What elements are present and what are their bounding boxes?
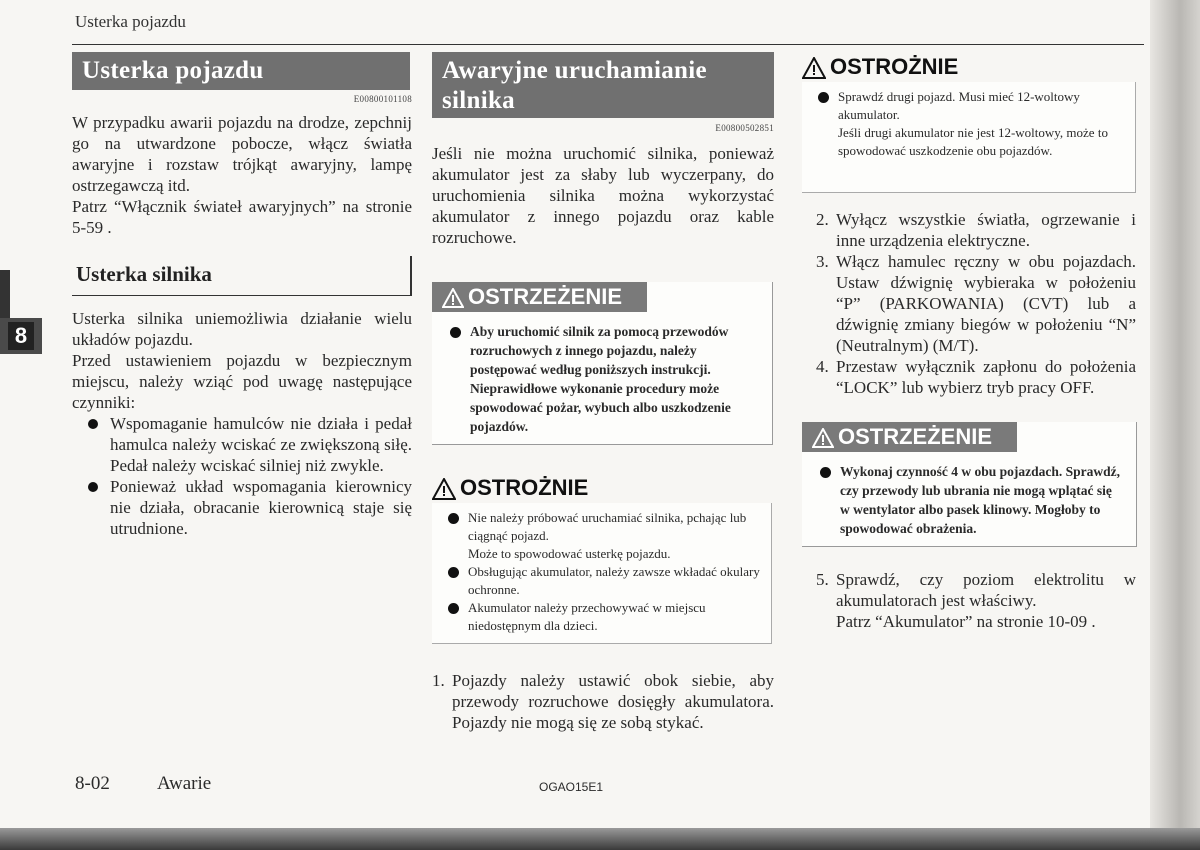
- step-item: 5. Sprawdź, czy poziom elektrolitu w akumulatorach jest właściwy.: [816, 570, 1136, 610]
- caution-body: [432, 503, 772, 644]
- page-binding-shadow: [1150, 0, 1200, 850]
- engine-failure-text: [72, 308, 412, 539]
- steps-list: [816, 569, 1136, 632]
- page-number: 8-02: [75, 773, 110, 794]
- warning-item: Wykonaj czynność 4 w obu pojazdach. Sprawdź, czy przewody lub ubrania nie mogą wplątać się w wentylator albo pasek klinowy. Mogłoby to spowodować obrażenia.: [818, 462, 1122, 538]
- warning-triangle-icon: [802, 57, 826, 79]
- vehicle-failure-text: [72, 112, 412, 238]
- warning-box: [432, 282, 773, 445]
- section-header-jump-start: Awaryjne uruchamianie silnika: [432, 52, 774, 118]
- caution-item: Nie należy próbować uruchamiać silnika, pchając lub ciągnąć pojazd. Może to spowodować usterkę pojazdu.: [446, 509, 761, 563]
- list-item: Wspomaganie hamulców nie działa i pedał hamulca należy wciskać ze zwiększoną siłę. Pedał należy wciskać silniej niż zwykle.: [86, 413, 412, 476]
- bullet-icon: [820, 467, 831, 478]
- steps-list: [432, 670, 774, 733]
- warning-triangle-icon: [432, 478, 456, 500]
- bullet-icon: [88, 482, 98, 492]
- caution-box: [432, 473, 772, 644]
- caution-box: [802, 52, 1136, 193]
- warning-body: [802, 452, 1136, 546]
- warning-body: [432, 312, 772, 444]
- warning-box: [802, 422, 1137, 547]
- section-code: E00800502851: [715, 123, 774, 133]
- chapter-tab: [0, 318, 42, 354]
- bullet-icon: [818, 92, 829, 103]
- column-3: [802, 52, 1136, 632]
- caution-item: Akumulator należy przechowywać w miejscu niedostępnym dla dzieci.: [446, 599, 761, 635]
- steps-list: [816, 209, 1136, 398]
- caution-item: Sprawdź drugi pojazd. Musi mieć 12-woltowy akumulator. Jeśli drugi akumulator nie jest 12-woltowy, może to spowodować uszkodzenie obu pojazdów.: [816, 88, 1125, 160]
- paragraph: W przypadku awarii pojazdu na drodze, zepchnij go na utwardzone pobocze, włącz światła awaryjne i rozstaw trójkąt awaryjny, lampę ostrzegawczą itd.: [72, 113, 412, 195]
- caution-item: Obsługując akumulator, należy zawsze wkładać okulary ochronne.: [446, 563, 761, 599]
- paragraph-reference: Patrz “Włącznik świateł awaryjnych” na stronie 5-59 .: [72, 197, 412, 237]
- step-item: 1. Pojazdy należy ustawić obok siebie, aby przewody rozruchowe dosięgły akumulatora. Pojazdy nie mogą się ze sobą stykać.: [432, 671, 774, 732]
- footer-code: OGAO15E1: [539, 780, 604, 794]
- header-rule: [72, 44, 1144, 45]
- warning-item: Aby uruchomić silnik za pomocą przewodów rozruchowych z innego pojazdu, należy postępować według poniższych instrukcji. Nieprawidłowe wykonanie procedury może spowodować pożar, wybuch albo uszkodzenie pojazdów.: [448, 322, 758, 436]
- step-reference: Patrz “Akumulator” na stronie 10-09 .: [836, 612, 1096, 631]
- scan-bottom-band: [0, 828, 1200, 850]
- paragraph: Usterka silnika uniemożliwia działanie wielu układów pojazdu.: [72, 309, 412, 349]
- running-head: Usterka pojazdu: [75, 12, 186, 31]
- list-item: Ponieważ układ wspomagania kierownicy nie działa, obracanie kierownicą staje się utrudnione.: [86, 476, 412, 539]
- step-item: 2. Wyłącz wszystkie światła, ogrzewanie i inne urządzenia elektryczne.: [816, 210, 1136, 250]
- edge-mark: [0, 270, 10, 320]
- bullet-icon: [448, 603, 459, 614]
- jump-start-text: Jeśli nie można uruchomić silnika, ponieważ akumulator jest za słaby lub wyczerpany, do uruchomienia silnika można wykorzystać akumulator z innego pojazdu oraz kable rozruchowe.: [432, 144, 774, 247]
- caution-body: [802, 82, 1136, 193]
- warning-title: OSTRZEŻENIE: [432, 282, 647, 312]
- subheader-engine-failure: Usterka silnika: [72, 256, 412, 296]
- column-1: [72, 52, 412, 539]
- section-header-vehicle-failure: Usterka pojazdu: [72, 52, 410, 90]
- warning-triangle-icon: [812, 428, 834, 448]
- footer-section: Awarie: [157, 773, 212, 794]
- chapter-number: 8: [8, 322, 34, 350]
- bullet-icon: [450, 327, 461, 338]
- caution-title: OSTROŻNIE: [432, 473, 772, 503]
- column-2: [432, 52, 774, 733]
- bullet-icon: [88, 419, 98, 429]
- step-item: 3. Włącz hamulec ręczny w obu pojazdach. Ustaw dźwignię wybieraka w położeniu “P” (PARKOWANIA) (CVT) lub a dźwignię zmiany biegów w położeniu “N” (Neutralnym) (M/T).: [816, 252, 1136, 355]
- step-item: 4. Przestaw wyłącznik zapłonu do położenia “LOCK” lub wybierz tryb pracy OFF.: [816, 357, 1136, 397]
- bullet-icon: [448, 567, 459, 578]
- warning-title: OSTRZEŻENIE: [802, 422, 1017, 452]
- engine-failure-list: [86, 413, 412, 539]
- paragraph: Przed ustawieniem pojazdu w bezpiecznym miejscu, należy wziąć pod uwagę następujące czynniki:: [72, 351, 412, 412]
- warning-triangle-icon: [442, 288, 464, 308]
- caution-title: OSTROŻNIE: [802, 52, 1136, 82]
- bullet-icon: [448, 513, 459, 524]
- section-code: E00800101108: [353, 94, 412, 104]
